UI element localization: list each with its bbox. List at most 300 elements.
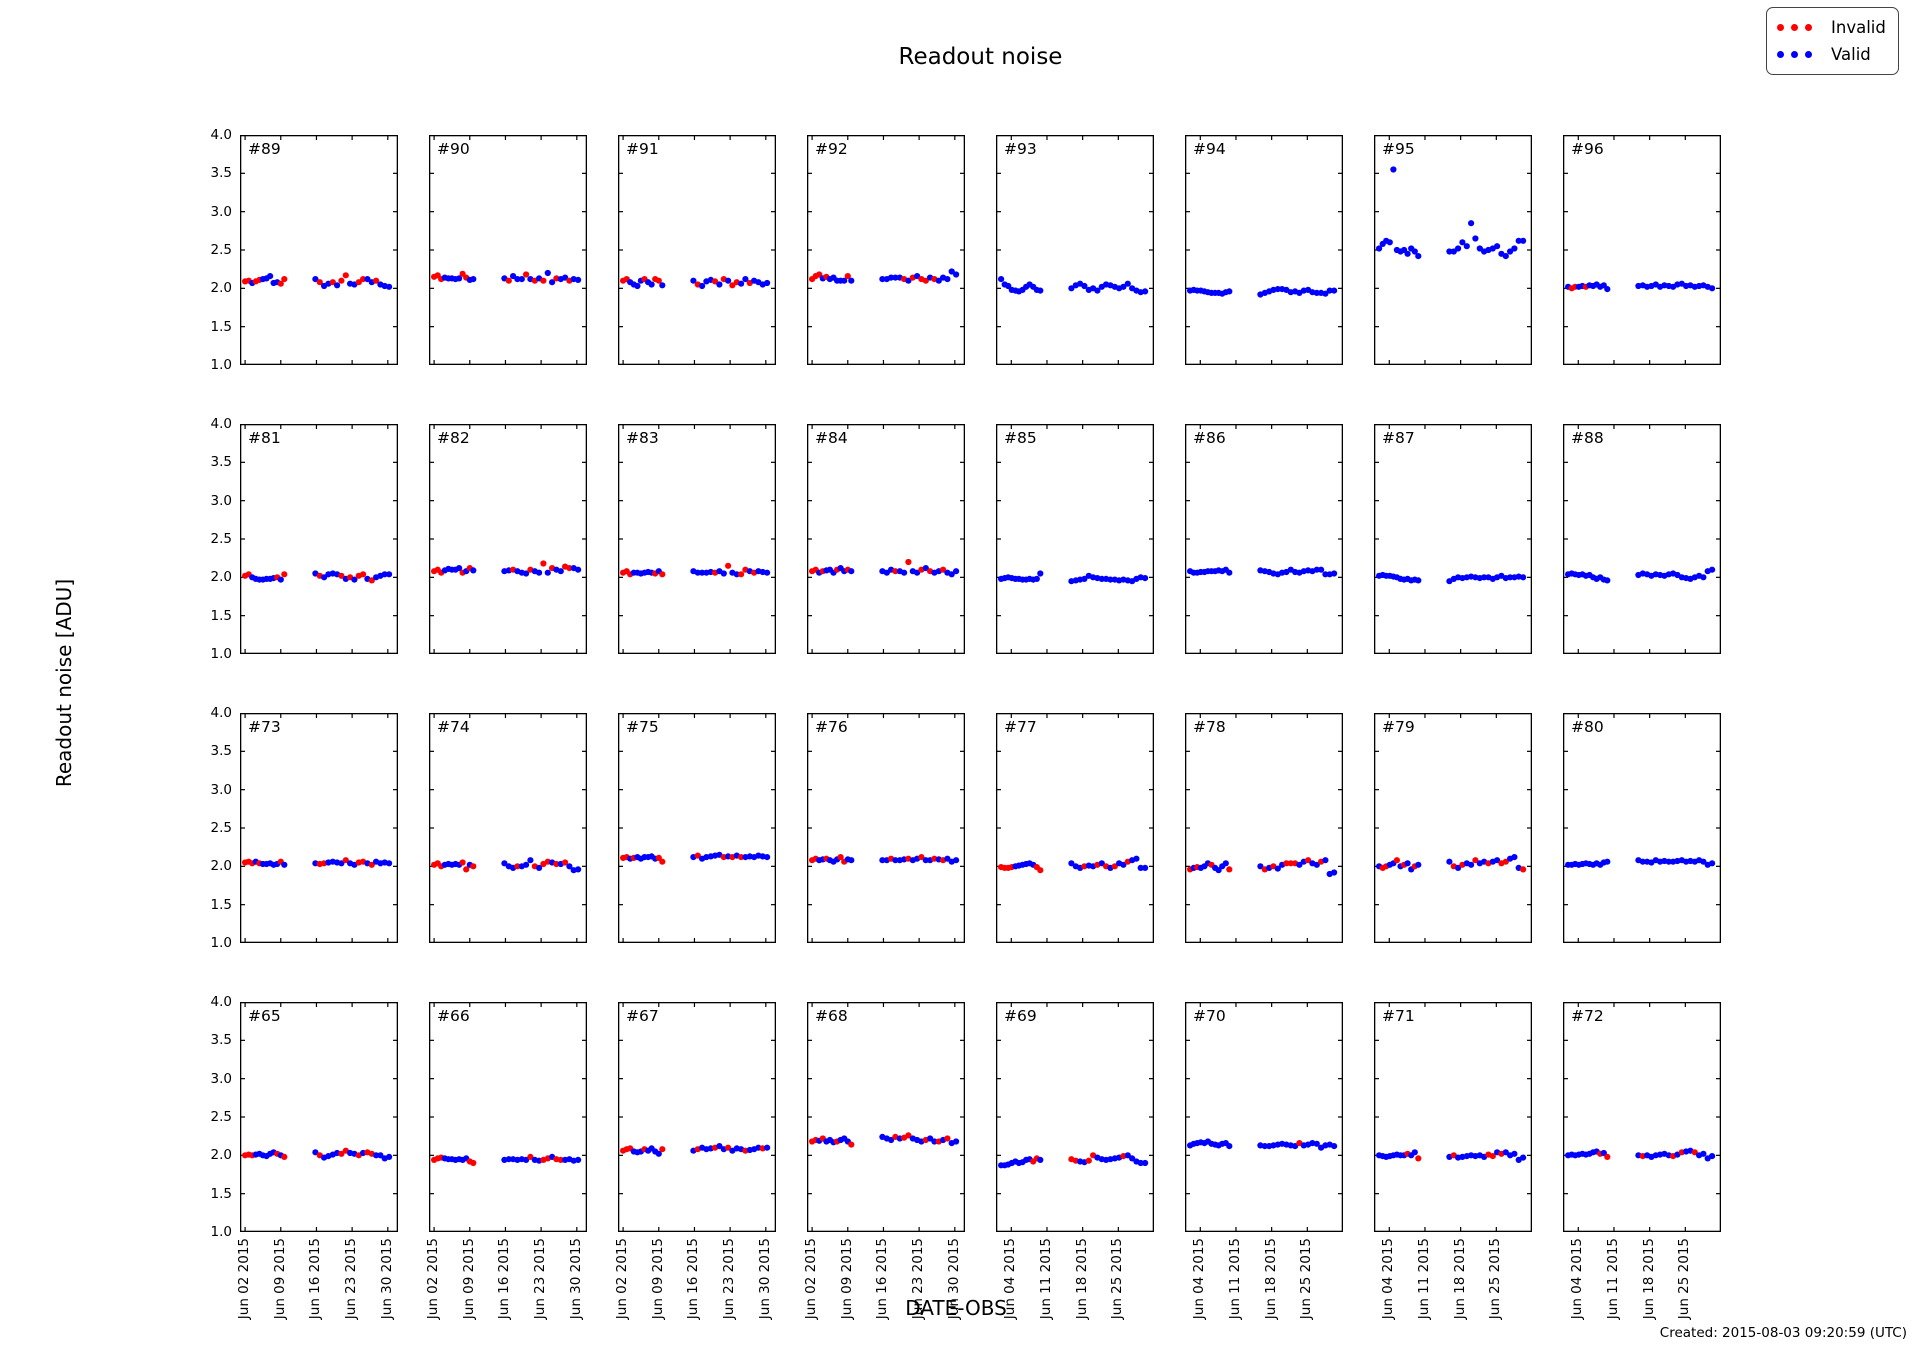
valid-point bbox=[519, 276, 525, 282]
panel-label: #73 bbox=[248, 718, 281, 736]
scatter-canvas bbox=[240, 135, 398, 365]
scatter-canvas bbox=[996, 424, 1154, 654]
invalid-point bbox=[281, 1154, 287, 1160]
axes-border bbox=[1186, 1003, 1343, 1232]
subplot-67 bbox=[618, 1002, 776, 1232]
invalid-point bbox=[944, 1135, 950, 1141]
valid-point bbox=[527, 857, 533, 863]
invalid-point bbox=[1394, 857, 1400, 863]
scatter-canvas bbox=[429, 135, 587, 365]
x-tick-label: Jun 25 2015 bbox=[1109, 1238, 1126, 1320]
axes-border bbox=[997, 1003, 1154, 1232]
valid-point bbox=[523, 862, 529, 868]
y-tick-label: 4.0 bbox=[210, 416, 232, 432]
valid-point bbox=[1331, 288, 1337, 294]
valid-point bbox=[1223, 860, 1229, 866]
axes-border bbox=[430, 1003, 587, 1232]
valid-point bbox=[1390, 166, 1396, 172]
x-tick-label: Jun 30 2015 bbox=[378, 1238, 395, 1320]
axes-border bbox=[808, 136, 965, 365]
scatter-canvas bbox=[240, 424, 398, 654]
scatter-canvas bbox=[429, 713, 587, 943]
x-tick-label: Jun 16 2015 bbox=[685, 1238, 702, 1320]
x-tick-label: Jun 23 2015 bbox=[532, 1238, 549, 1320]
y-tick-label: 3.5 bbox=[210, 165, 232, 182]
valid-point bbox=[953, 857, 959, 863]
subplot-79 bbox=[1374, 713, 1532, 943]
panel-label: #80 bbox=[1571, 718, 1604, 736]
scatter-canvas bbox=[429, 424, 587, 654]
y-tick-label: 3.0 bbox=[210, 781, 232, 798]
valid-point bbox=[386, 1154, 392, 1160]
valid-point bbox=[1709, 1153, 1715, 1159]
valid-point bbox=[386, 571, 392, 577]
scatter-canvas bbox=[1374, 1002, 1532, 1232]
panel-label: #84 bbox=[815, 429, 848, 447]
invalid-point bbox=[460, 859, 466, 865]
axes-border bbox=[1375, 714, 1532, 943]
axes-border bbox=[430, 136, 587, 365]
scatter-canvas bbox=[807, 713, 965, 943]
valid-point bbox=[575, 1157, 581, 1163]
invalid-point bbox=[540, 560, 546, 566]
axes-border bbox=[619, 714, 776, 943]
panel-label: #81 bbox=[248, 429, 281, 447]
subplot-75 bbox=[618, 713, 776, 943]
subplot-71 bbox=[1374, 1002, 1532, 1232]
invalid-point bbox=[905, 559, 911, 565]
x-tick-label: Jun 09 2015 bbox=[838, 1238, 855, 1320]
panel-label: #89 bbox=[248, 140, 281, 158]
axes-border bbox=[1564, 425, 1721, 654]
panel-label: #69 bbox=[1004, 1007, 1037, 1025]
subplot-90 bbox=[429, 135, 587, 365]
legend-item-valid bbox=[1777, 41, 1886, 68]
invalid-point bbox=[738, 571, 744, 577]
x-tick-label: Jun 18 2015 bbox=[1073, 1238, 1090, 1320]
y-tick-label: 4.0 bbox=[210, 994, 232, 1010]
valid-point bbox=[1520, 1155, 1526, 1161]
valid-point bbox=[1472, 235, 1478, 241]
valid-point bbox=[1412, 1149, 1418, 1155]
panel-label: #90 bbox=[437, 140, 470, 158]
scatter-canvas bbox=[807, 1002, 965, 1232]
x-tick-label: Jun 23 2015 bbox=[721, 1238, 738, 1320]
scatter-canvas bbox=[1374, 424, 1532, 654]
valid-point bbox=[725, 278, 731, 284]
axes-border bbox=[808, 1003, 965, 1232]
panel-label: #65 bbox=[248, 1007, 281, 1025]
legend-label-invalid: Invalid bbox=[1831, 18, 1886, 37]
panel-label: #91 bbox=[626, 140, 659, 158]
subplot-94 bbox=[1185, 135, 1343, 365]
y-tick-label: 2.0 bbox=[210, 569, 232, 586]
axes-border bbox=[997, 425, 1154, 654]
valid-point bbox=[1511, 854, 1517, 860]
x-tick-label: Jun 18 2015 bbox=[1262, 1238, 1279, 1320]
invalid-point bbox=[360, 571, 366, 577]
scatter-canvas bbox=[1185, 1002, 1343, 1232]
red-dot-icon bbox=[1777, 24, 1784, 31]
valid-point bbox=[545, 270, 551, 276]
valid-point bbox=[1415, 862, 1421, 868]
valid-point bbox=[764, 280, 770, 286]
valid-point bbox=[953, 568, 959, 574]
invalid-point bbox=[506, 278, 512, 284]
valid-point bbox=[1331, 570, 1337, 576]
axes-border bbox=[1564, 1003, 1721, 1232]
valid-point bbox=[764, 1145, 770, 1151]
x-axis-label: DATE-OBS bbox=[905, 1296, 1007, 1320]
valid-point bbox=[1318, 567, 1324, 573]
panel-label: #85 bbox=[1004, 429, 1037, 447]
y-tick-label: 2.0 bbox=[210, 858, 232, 875]
x-tick-label: Jun 02 2015 bbox=[236, 1238, 253, 1320]
invalid-point bbox=[1226, 866, 1232, 872]
valid-point bbox=[716, 281, 722, 287]
blue-dot-icon bbox=[1805, 51, 1812, 58]
panel-label: #83 bbox=[626, 429, 659, 447]
valid-point bbox=[1464, 243, 1470, 249]
subplot-82 bbox=[429, 424, 587, 654]
y-tick-label: 3.5 bbox=[210, 1032, 232, 1049]
valid-point bbox=[659, 282, 665, 288]
axes-border bbox=[430, 425, 587, 654]
panel-label: #78 bbox=[1193, 718, 1226, 736]
panel-label: #82 bbox=[437, 429, 470, 447]
x-tick-label: Jun 09 2015 bbox=[271, 1238, 288, 1320]
valid-point bbox=[1226, 288, 1232, 294]
valid-point bbox=[634, 283, 640, 289]
x-tick-label: Jun 16 2015 bbox=[874, 1238, 891, 1320]
x-tick-label: Jun 25 2015 bbox=[1487, 1238, 1504, 1320]
valid-point bbox=[386, 860, 392, 866]
subplot-96 bbox=[1563, 135, 1721, 365]
y-tick-label: 1.0 bbox=[210, 935, 232, 951]
axes-border bbox=[1564, 714, 1721, 943]
subplot-81 bbox=[240, 424, 398, 654]
y-tick-label: 4.0 bbox=[210, 705, 232, 721]
invalid-point bbox=[540, 278, 546, 284]
axes-border bbox=[619, 1003, 776, 1232]
valid-point bbox=[1503, 253, 1509, 259]
subplot-66 bbox=[429, 1002, 587, 1232]
valid-point bbox=[558, 568, 564, 574]
panel-label: #79 bbox=[1382, 718, 1415, 736]
valid-point bbox=[953, 271, 959, 277]
valid-point bbox=[764, 854, 770, 860]
valid-point bbox=[738, 281, 744, 287]
valid-point bbox=[575, 866, 581, 872]
x-tick-label: Jun 04 2015 bbox=[1380, 1238, 1397, 1320]
invalid-point bbox=[470, 1160, 476, 1166]
x-tick-label: Jun 09 2015 bbox=[460, 1238, 477, 1320]
invalid-point bbox=[1037, 867, 1043, 873]
valid-point bbox=[649, 281, 655, 287]
invalid-marker-dots bbox=[1777, 24, 1819, 31]
y-tick-label: 3.0 bbox=[210, 1070, 232, 1087]
subplot-65 bbox=[240, 1002, 398, 1232]
axes-border bbox=[619, 425, 776, 654]
scatter-canvas bbox=[996, 135, 1154, 365]
valid-point bbox=[1709, 567, 1715, 573]
valid-point bbox=[848, 568, 854, 574]
y-tick-label: 1.5 bbox=[210, 607, 232, 624]
subplot-88 bbox=[1563, 424, 1721, 654]
valid-point bbox=[764, 570, 770, 576]
valid-point bbox=[1133, 856, 1139, 862]
x-tick-label: Jun 09 2015 bbox=[649, 1238, 666, 1320]
subplot-86 bbox=[1185, 424, 1343, 654]
y-tick-label: 3.0 bbox=[210, 203, 232, 220]
x-tick-label: Jun 11 2015 bbox=[1415, 1238, 1432, 1320]
scatter-canvas bbox=[1563, 1002, 1721, 1232]
subplot-80 bbox=[1563, 713, 1721, 943]
blue-dot-icon bbox=[1791, 51, 1798, 58]
invalid-point bbox=[848, 1142, 854, 1148]
subplot-84 bbox=[807, 424, 965, 654]
scatter-canvas bbox=[1563, 713, 1721, 943]
valid-point bbox=[1037, 1157, 1043, 1163]
invalid-point bbox=[1086, 1158, 1092, 1164]
x-tick-label: Jun 02 2015 bbox=[425, 1238, 442, 1320]
axes-border bbox=[997, 136, 1154, 365]
panel-label: #86 bbox=[1193, 429, 1226, 447]
axes-border bbox=[1375, 425, 1532, 654]
valid-point bbox=[386, 284, 392, 290]
subplot-74 bbox=[429, 713, 587, 943]
valid-point bbox=[1446, 859, 1452, 865]
invalid-point bbox=[523, 271, 529, 277]
scatter-canvas bbox=[1563, 424, 1721, 654]
panel-label: #68 bbox=[815, 1007, 848, 1025]
subplot-95 bbox=[1374, 135, 1532, 365]
panel-label: #93 bbox=[1004, 140, 1037, 158]
valid-point bbox=[536, 570, 542, 576]
subplot-72 bbox=[1563, 1002, 1721, 1232]
valid-point bbox=[953, 1138, 959, 1144]
scatter-canvas bbox=[240, 1002, 398, 1232]
scatter-canvas bbox=[618, 135, 776, 365]
axes-border bbox=[1186, 425, 1343, 654]
valid-point bbox=[1511, 1151, 1517, 1157]
y-tick-label: 2.0 bbox=[210, 1147, 232, 1164]
x-tick-label: Jun 23 2015 bbox=[910, 1238, 927, 1320]
valid-point bbox=[721, 570, 727, 576]
subplot-85 bbox=[996, 424, 1154, 654]
y-tick-label: 2.5 bbox=[210, 1109, 232, 1125]
invalid-point bbox=[281, 276, 287, 282]
valid-point bbox=[1709, 285, 1715, 291]
invalid-point bbox=[281, 571, 287, 577]
panel-label: #72 bbox=[1571, 1007, 1604, 1025]
panel-label: #88 bbox=[1571, 429, 1604, 447]
x-tick-label: Jun 30 2015 bbox=[567, 1238, 584, 1320]
scatter-canvas bbox=[429, 1002, 587, 1232]
subplot-89 bbox=[240, 135, 398, 365]
valid-point bbox=[1455, 245, 1461, 251]
x-tick-label: Jun 25 2015 bbox=[1676, 1238, 1693, 1320]
x-tick-label: Jun 11 2015 bbox=[1037, 1238, 1054, 1320]
scatter-canvas bbox=[618, 424, 776, 654]
created-timestamp: Created: 2015-08-03 09:20:59 (UTC) bbox=[1659, 1325, 1907, 1341]
valid-point bbox=[1037, 570, 1043, 576]
panel-label: #77 bbox=[1004, 718, 1037, 736]
blue-dot-icon bbox=[1777, 51, 1784, 58]
panel-label: #74 bbox=[437, 718, 470, 736]
y-tick-label: 4.0 bbox=[210, 127, 232, 143]
scatter-canvas bbox=[1563, 135, 1721, 365]
x-tick-label: Jun 18 2015 bbox=[1451, 1238, 1468, 1320]
legend-label-valid: Valid bbox=[1831, 45, 1871, 64]
axes-border bbox=[808, 714, 965, 943]
valid-point bbox=[334, 282, 340, 288]
valid-point bbox=[848, 857, 854, 863]
y-tick-label: 1.0 bbox=[210, 1224, 232, 1240]
x-tick-label: Jun 11 2015 bbox=[1604, 1238, 1621, 1320]
axes-border bbox=[1186, 714, 1343, 943]
y-tick-label: 1.5 bbox=[210, 1185, 232, 1202]
panel-label: #96 bbox=[1571, 140, 1604, 158]
scatter-canvas bbox=[1374, 135, 1532, 365]
valid-point bbox=[1405, 251, 1411, 257]
y-tick-label: 2.5 bbox=[210, 531, 232, 547]
axes-border bbox=[430, 714, 587, 943]
subplot-73 bbox=[240, 713, 398, 943]
panel-label: #67 bbox=[626, 1007, 659, 1025]
valid-point bbox=[901, 570, 907, 576]
axes-border bbox=[997, 714, 1154, 943]
x-tick-label: Jun 11 2015 bbox=[1226, 1238, 1243, 1320]
scatter-canvas bbox=[1374, 713, 1532, 943]
invalid-point bbox=[1520, 866, 1526, 872]
valid-point bbox=[1125, 281, 1131, 287]
panel-label: #75 bbox=[626, 718, 659, 736]
valid-point bbox=[1226, 570, 1232, 576]
scatter-canvas bbox=[240, 713, 398, 943]
x-tick-label: Jun 04 2015 bbox=[1569, 1238, 1586, 1320]
x-tick-label: Jun 04 2015 bbox=[1002, 1238, 1019, 1320]
valid-point bbox=[1604, 286, 1610, 292]
scatter-canvas bbox=[807, 424, 965, 654]
panel-label: #94 bbox=[1193, 140, 1226, 158]
scatter-canvas bbox=[1185, 424, 1343, 654]
valid-point bbox=[1322, 857, 1328, 863]
valid-point bbox=[1415, 253, 1421, 259]
figure-title: Readout noise bbox=[898, 44, 1063, 70]
valid-point bbox=[1142, 865, 1148, 871]
x-tick-label: Jun 23 2015 bbox=[343, 1238, 360, 1320]
subplot-83 bbox=[618, 424, 776, 654]
valid-point bbox=[1700, 574, 1706, 580]
valid-point bbox=[1494, 243, 1500, 249]
x-tick-label: Jun 16 2015 bbox=[496, 1238, 513, 1320]
scatter-canvas bbox=[618, 713, 776, 943]
subplot-93 bbox=[996, 135, 1154, 365]
invalid-point bbox=[470, 863, 476, 869]
valid-point bbox=[1142, 288, 1148, 294]
valid-point bbox=[470, 567, 476, 573]
axes-border bbox=[1564, 136, 1721, 365]
axes-border bbox=[241, 1003, 398, 1232]
valid-point bbox=[944, 276, 950, 282]
y-tick-label: 2.5 bbox=[210, 242, 232, 258]
valid-point bbox=[1034, 576, 1040, 582]
axes-border bbox=[241, 714, 398, 943]
invalid-point bbox=[1604, 1154, 1610, 1160]
invalid-point bbox=[343, 272, 349, 278]
valid-point bbox=[998, 276, 1004, 282]
y-tick-label: 3.0 bbox=[210, 492, 232, 509]
scatter-canvas bbox=[618, 1002, 776, 1232]
x-tick-label: Jun 30 2015 bbox=[945, 1238, 962, 1320]
y-tick-label: 2.0 bbox=[210, 280, 232, 297]
valid-point bbox=[1331, 869, 1337, 875]
panel-label: #95 bbox=[1382, 140, 1415, 158]
valid-point bbox=[1700, 1151, 1706, 1157]
subplot-70 bbox=[1185, 1002, 1343, 1232]
y-tick-label: 1.5 bbox=[210, 318, 232, 335]
valid-point bbox=[848, 278, 854, 284]
scatter-canvas bbox=[996, 713, 1154, 943]
panel-label: #71 bbox=[1382, 1007, 1415, 1025]
subplot-92 bbox=[807, 135, 965, 365]
valid-point bbox=[1415, 577, 1421, 583]
panel-label: #70 bbox=[1193, 1007, 1226, 1025]
valid-point bbox=[1604, 859, 1610, 865]
invalid-point bbox=[659, 859, 665, 865]
x-tick-label: Jun 16 2015 bbox=[307, 1238, 324, 1320]
valid-point bbox=[1468, 862, 1474, 868]
axes-border bbox=[1375, 1003, 1532, 1232]
axes-border bbox=[619, 136, 776, 365]
valid-point bbox=[575, 567, 581, 573]
x-tick-label: Jun 02 2015 bbox=[614, 1238, 631, 1320]
y-tick-label: 1.0 bbox=[210, 646, 232, 662]
panel-label: #92 bbox=[815, 140, 848, 158]
valid-point bbox=[1520, 574, 1526, 580]
valid-point bbox=[1511, 245, 1517, 251]
subplot-78 bbox=[1185, 713, 1343, 943]
y-tick-label: 3.5 bbox=[210, 743, 232, 760]
valid-point bbox=[1405, 860, 1411, 866]
y-tick-label: 2.5 bbox=[210, 820, 232, 836]
x-tick-label: Jun 18 2015 bbox=[1640, 1238, 1657, 1320]
subplot-87 bbox=[1374, 424, 1532, 654]
axes-border bbox=[241, 425, 398, 654]
axes-border bbox=[1186, 136, 1343, 365]
valid-point bbox=[281, 862, 287, 868]
subplot-68 bbox=[807, 1002, 965, 1232]
scatter-canvas bbox=[1185, 135, 1343, 365]
valid-point bbox=[1387, 239, 1393, 245]
subplot-76 bbox=[807, 713, 965, 943]
valid-point bbox=[1604, 577, 1610, 583]
y-tick-label: 3.5 bbox=[210, 454, 232, 471]
subplot-77 bbox=[996, 713, 1154, 943]
valid-point bbox=[1468, 220, 1474, 226]
red-dot-icon bbox=[1805, 24, 1812, 31]
valid-point bbox=[470, 276, 476, 282]
subplot-91 bbox=[618, 135, 776, 365]
valid-point bbox=[278, 577, 284, 583]
x-tick-label: Jun 25 2015 bbox=[1298, 1238, 1315, 1320]
scatter-canvas bbox=[996, 1002, 1154, 1232]
scatter-canvas bbox=[807, 135, 965, 365]
legend-item-invalid bbox=[1777, 14, 1886, 41]
invalid-point bbox=[338, 278, 344, 284]
valid-point bbox=[1709, 860, 1715, 866]
